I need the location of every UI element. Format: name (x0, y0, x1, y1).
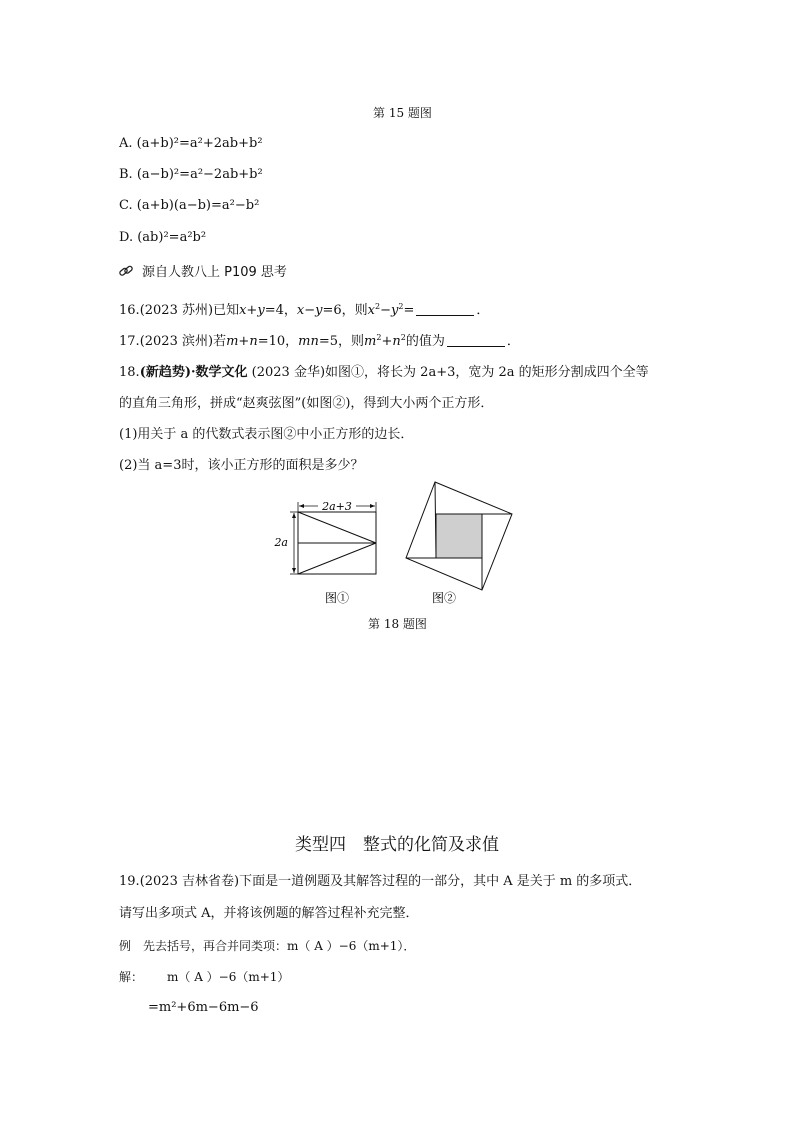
option-rhs: a²+2ab+b² (189, 136, 263, 151)
question-source-tag: (2023 吉林省卷) (139, 874, 240, 889)
question-16: 16.(2023 苏州)已知x+y=4，x−y=6，则$x^2-y^2=$ ． (119, 302, 490, 318)
question-text: 若 (213, 334, 227, 349)
option-lhs: (a+b)(a−b) (136, 198, 211, 213)
link-icon (118, 263, 134, 279)
question-source-tag: (2023 金华) (251, 365, 326, 380)
height-dimension-arrow (273, 512, 298, 574)
figure-1-rectangle (298, 512, 376, 574)
option-rhs: a²−2ab+b² (190, 167, 263, 182)
source-note-text: 源自人教八上 P109 思考 (142, 265, 287, 280)
question-text: ． (476, 303, 490, 318)
height-label: 2a (274, 536, 288, 549)
answer-blank[interactable] (416, 303, 474, 316)
q15-option-a: A. (a+b)²=a²+2ab+b² (119, 136, 263, 151)
question-text: ， (285, 334, 299, 349)
question-19-line-2: 请写出多项式 A，并将该例题的解答过程补充完整． (119, 906, 419, 921)
option-lhs: (ab)² (137, 230, 169, 245)
question-number: 16. (119, 303, 140, 318)
q15-option-c: C. (a+b)(a−b)=a²−b² (119, 198, 260, 213)
question-text: ． (506, 334, 520, 349)
question-number: 17. (119, 334, 140, 349)
question-text: 的值为 (405, 334, 445, 349)
q15-caption: 第 15 题图 (373, 106, 432, 120)
option-rhs: a²−b² (221, 198, 260, 213)
question-text: 如图①，将长为 2a+3，宽为 2a 的矩形分割成四个全等 (325, 365, 649, 380)
question-18-part-2: (2)当 a=3时，该小正方形的面积是多少？ (119, 458, 364, 473)
question-17: 17.(2023 滨州)若m+n=10，mn=5，则$m^2+n^2$的值为 ． (119, 333, 520, 349)
option-letter: C. (119, 198, 133, 213)
option-lhs: (a+b)² (136, 136, 179, 151)
question-text: ， (283, 303, 297, 318)
question-18-line-2: 的直角三角形，拼成“赵爽弦图”(如图②)，得到大小两个正方形． (119, 396, 494, 411)
question-19-solution-label: 解： (119, 970, 144, 984)
question-18-part-1: (1)用关于 a 的代数式表示图②中小正方形的边长． (119, 427, 414, 442)
q15-option-b: B. (a−b)²=a²−2ab+b² (119, 167, 263, 182)
option-letter: D. (119, 230, 134, 245)
q18-caption: 第 18 题图 (368, 617, 427, 631)
question-19-solution-line-1: m（ A ）−6（m+1） (167, 970, 290, 984)
question-18-line-1 (119, 364, 649, 382)
question-source-tag: (2023 滨州) (139, 334, 214, 349)
figure-2-zhao-shuang-diagram (406, 482, 512, 590)
width-dimension-arrow (298, 500, 376, 513)
question-topic-tag: ·数学文化 (191, 365, 248, 380)
option-letter: A. (119, 136, 133, 151)
question-19-example: 例 先去括号，再合并同类项：m（ A ）−6（m+1）． (119, 939, 416, 953)
question-text: ，则 (338, 334, 365, 349)
question-number: 18. (119, 365, 140, 380)
question-trend-tag: (新趋势) (139, 365, 191, 380)
question-19-solution-line-2: =m²+6m−6m−6 (148, 1000, 259, 1015)
q18-figures (0, 478, 794, 618)
option-rhs: a²b² (179, 230, 207, 245)
section-title: 类型四 整式的化简及求值 (295, 835, 499, 855)
question-19-line-1 (119, 873, 641, 891)
option-lhs: (a−b)² (136, 167, 180, 182)
question-text: 下面是一道例题及其解答过程的一部分，其中 A 是关于 m 的多项式． (239, 874, 642, 889)
source-note (118, 263, 287, 282)
width-label: 2a+3 (322, 500, 352, 513)
question-text: 已知 (213, 303, 240, 318)
question-source-tag: (2023 苏州) (139, 303, 214, 318)
question-number: 19. (119, 874, 140, 889)
figure-1-label: 图① (324, 591, 350, 605)
figure-2-label: 图② (431, 591, 457, 605)
question-text: ，则 (341, 303, 368, 318)
answer-blank[interactable] (447, 334, 505, 347)
q15-option-d: D. (ab)²=a²b² (119, 230, 207, 245)
option-letter: B. (119, 167, 133, 182)
